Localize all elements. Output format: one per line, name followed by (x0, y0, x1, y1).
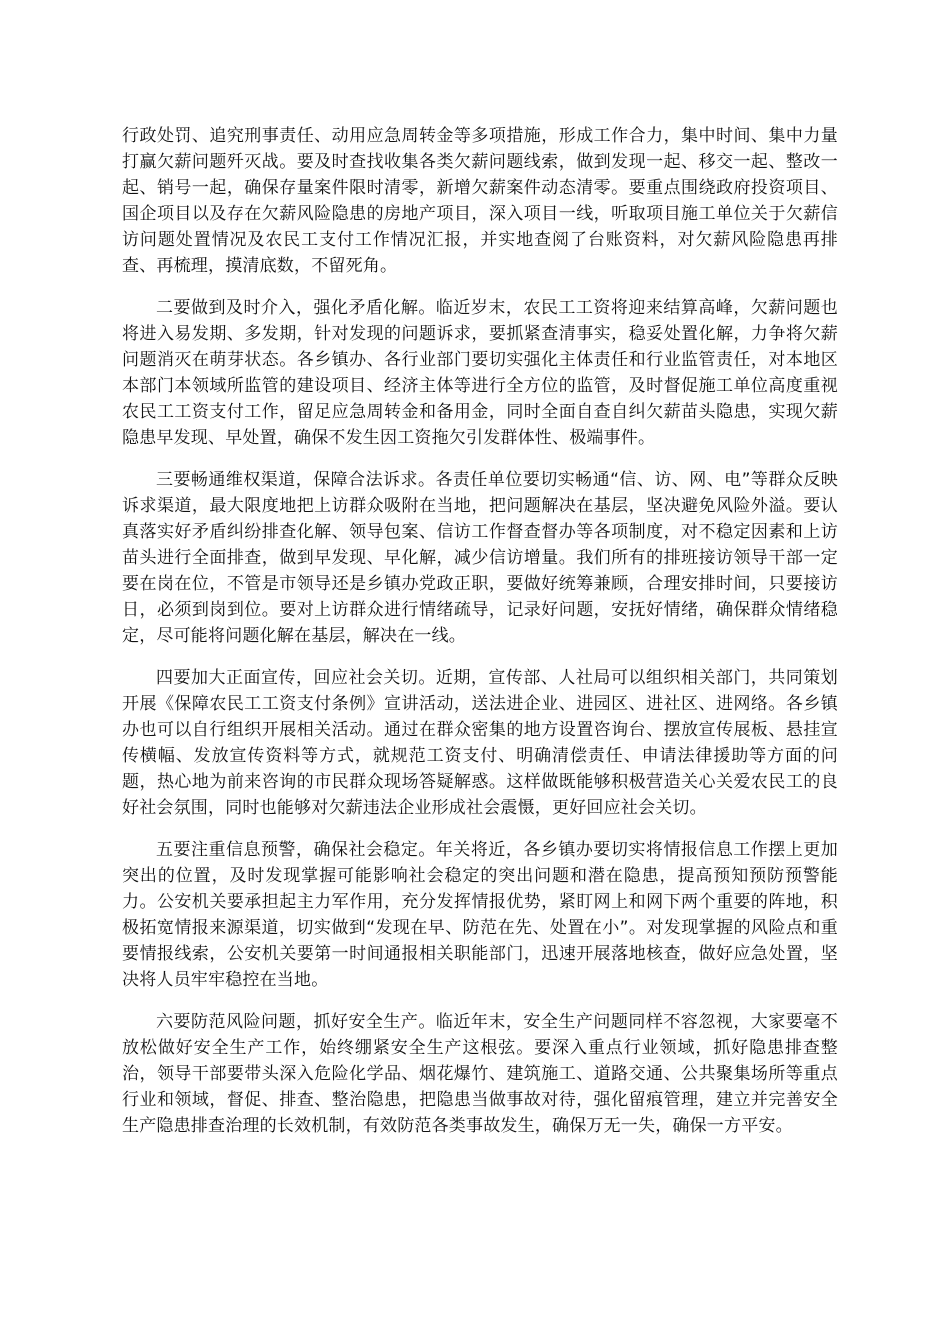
paragraph-info-warning: 五要注重信息预警，确保社会稳定。年关将近，各乡镇办要切实将情报信息工作摆上更加突出的位置，及时发现掌握可能影响社会稳定的突出问题和潜在隐患，提高预知预防预警能力。公安机关要承担起主力军作用，充分发挥情报优势，紧盯网上和网下两个重要的阵地，积极拓宽情报来源渠道，切实做到“发现在早、防范在先、处置在小”。对发现掌握的风险点和重要情报线索，公安机关要第一时间通报相关职能部门，迅速开展落地核查，做好应急处置，坚决将人员牢牢稳控在当地。 (122, 840, 838, 990)
paragraph-safety-production: 六要防范风险问题，抓好安全生产。临近年末，安全生产问题同样不容忽视，大家要毫不放松做好安全生产工作，始终绷紧安全生产这根弦。要深入重点行业领域，抓好隐患排查整治，领导干部要带头深入危险化学品、烟花爆竹、建筑施工、道路交通、公共聚集场所等重点行业和领域，督促、排查、整治隐患，把隐患当做事故对待，强化留痕管理，建立并完善安全生产隐患排查治理的长效机制，有效防范各类事故发生，确保万无一失，确保一方平安。 (122, 1012, 838, 1136)
paragraph-timely-intervention: 二要做到及时介入，强化矛盾化解。临近岁末，农民工工资将迎来结算高峰，欠薪问题也将进入易发期、多发期，针对发现的问题诉求，要抓紧查清事实，稳妥处置化解，力争将欠薪问题消灭在萌芽状态。各乡镇办、各行业部门要切实强化主体责任和行业监管责任，对本地区本部门本领域所监管的建设项目、经济主体等进行全方位的监管，及时督促施工单位高度重视农民工工资支付工作，留足应急周转金和备用金，同时全面自查自纠欠薪苗头隐患，实现欠薪隐患早发现、早处置，确保不发生因工资拖欠引发群体性、极端事件。 (122, 298, 838, 448)
paragraph-publicity: 四要加大正面宣传，回应社会关切。近期，宣传部、人社局可以组织相关部门，共同策划开展《保障农民工工资支付条例》宣讲活动，送法进企业、进园区、进社区、进网络。各乡镇办也可以自行组织开展相关活动。通过在群众密集的地方设置咨询台、摆放宣传展板、悬挂宣传横幅、发放宣传资料等方式，就规范工资支付、明确清偿责任、申请法律援助等方面的问题，热心地为前来咨询的市民群众现场答疑解惑。这样做既能够积极营造关心关爱农民工的良好社会氛围，同时也能够对欠薪违法企业形成社会震慑，更好回应社会关切。 (122, 668, 838, 818)
document-page (122, 123, 838, 1155)
paragraph-continuation: 行政处罚、追究刑事责任、动用应急周转金等多项措施，形成工作合力，集中时间、集中力量打赢欠薪问题歼灭战。要及时查找收集各类欠薪问题线索，做到发现一起、移交一起、整改一起、销号一起，确保存量案件限时清零，新增欠薪案件动态清零。要重点围绕政府投资项目、国企项目以及存在欠薪风险隐患的房地产项目，深入项目一线，听取项目施工单位关于欠薪信访问题处置情况及农民工支付工作情况汇报，并实地查阅了台账资料，对欠薪风险隐患再排查、再梳理，摸清底数，不留死角。 (122, 126, 838, 276)
paragraph-rights-channels: 三要畅通维权渠道，保障合法诉求。各责任单位要切实畅通“信、访、网、电”等群众反映诉求渠道，最大限度地把上访群众吸附在当地，把问题解决在基层，坚决避免风险外溢。要认真落实好矛盾纠纷排查化解、领导包案、信访工作督查督办等各项制度，对不稳定因素和上访苗头进行全面排查，做到早发现、早化解，减少信访增量。我们所有的排班接访领导干部一定要在岗在位，不管是市领导还是乡镇办党政正职，要做好统筹兼顾，合理安排时间，只要接访日，必须到岗到位。要对上访群众进行情绪疏导，记录好问题，安抚好情绪，确保群众情绪稳定，尽可能将问题化解在基层，解决在一线。 (122, 470, 838, 646)
